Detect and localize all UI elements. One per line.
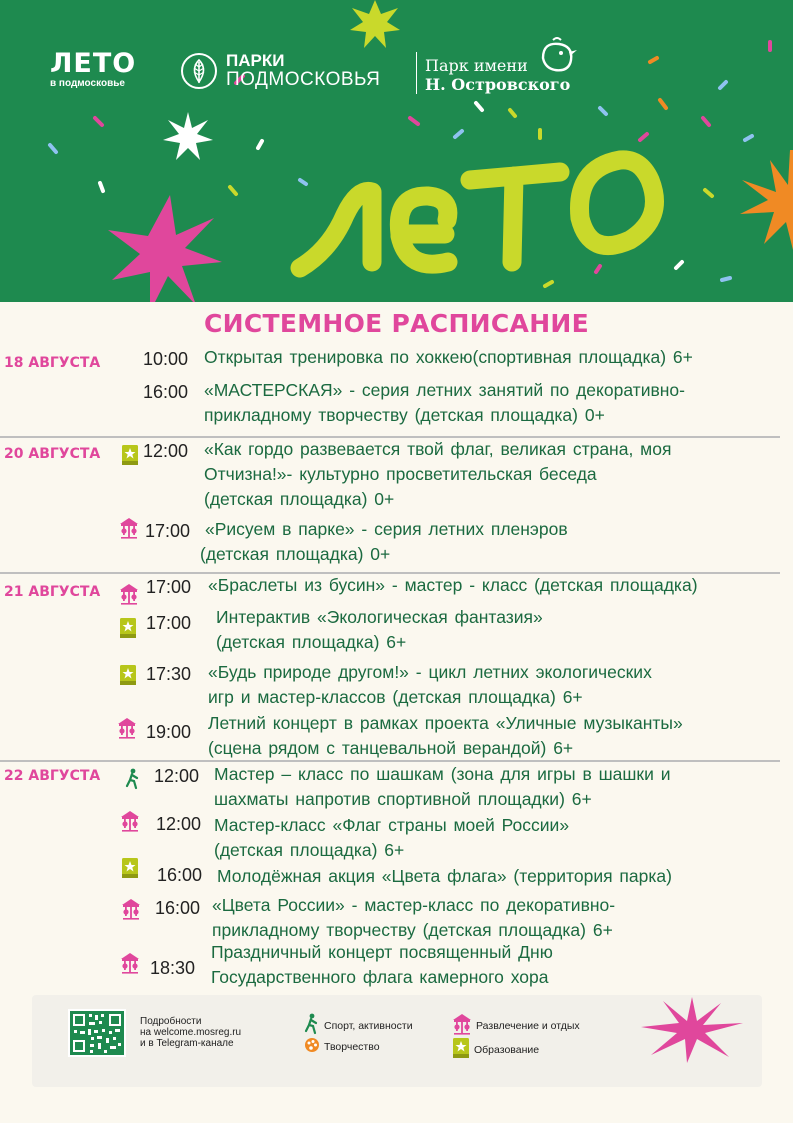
event-description [214,762,670,812]
event-line: прикладному творчеству (детская площадка) 0+ [204,405,605,425]
legend-label: Творчество [324,1040,380,1053]
event-line: Государственного флага камерного хора [211,967,549,987]
event-description [212,893,615,943]
event-description [208,660,652,710]
event-line: (детская площадка) 0+ [200,544,391,564]
header-banner [0,0,793,302]
legend-label: Спорт, активности [324,1019,413,1032]
event-description [204,345,693,370]
parks-logo-line2: ПОДМОСКОВЬЯ [226,69,381,90]
carousel-icon [121,898,141,925]
event-line: (детская площадка) 6+ [216,632,407,652]
qr-code [68,1009,126,1057]
legend-creativity [304,1037,380,1056]
event-description [204,437,671,512]
leto-logo [50,50,136,89]
legend-education [452,1037,539,1062]
parks-logo-line1: ПАРКИ [226,51,285,70]
education-icon [119,617,137,644]
leto-logo-title: ЛЕТО [50,48,137,79]
event-time: 12:00 [143,441,189,461]
education-icon [121,857,139,884]
carousel-icon [117,717,137,744]
leaf-icon [180,52,218,90]
event-line: (детская площадка) 0+ [204,489,395,509]
bird-icon [535,36,579,76]
event-line: шахматы напротив спортивной площадки) 6+ [214,789,592,809]
event-time: 17:00 [146,577,192,597]
event-line: Мастер – класс по шашкам (зона для игры в шашки и [214,764,671,784]
event-line: (детская площадка) 6+ [214,840,405,860]
event-time: 16:00 [143,382,189,402]
legend-entertainment [452,1013,580,1038]
event-line: «Цвета России» - мастер-класс по декоративно- [212,895,616,915]
pink-star-decoration [637,995,747,1065]
event-description [208,573,698,598]
event-description [216,605,543,655]
footer-info-line: Подробности [140,1016,202,1027]
event-description [208,711,683,761]
footer-info-line: и в Telegram-канале [140,1038,234,1049]
event-line: Молодёжная акция «Цвета флага» (территория парка) [217,866,672,886]
event-time: 16:00 [157,865,203,885]
legend-label: Развлечение и отдых [476,1019,580,1032]
event-time: 18:30 [150,958,196,978]
confetti-decoration [0,0,793,302]
creativity-icon [304,1037,320,1056]
education-icon [119,664,137,691]
event-line: (сцена рядом с танцевальной верандой) 6+ [208,738,574,758]
logo-divider [416,52,417,94]
event-line: игр и мастер-классов (детская площадка) 6+ [208,687,583,707]
education-icon [452,1037,470,1062]
event-time: 17:00 [145,521,191,541]
event-description [217,864,672,889]
date-label: 18 АВГУСТА [4,355,101,371]
event-time: 16:00 [155,898,201,918]
leto-logo-subtitle: в подмосковье [50,78,125,89]
sport-icon [304,1013,320,1038]
event-line: «Как гордо развевается твой флаг, великая страна, моя [204,439,672,459]
carousel-icon [119,517,139,544]
event-line: «МАСТЕРСКАЯ» - серия летних занятий по декоративно- [204,380,685,400]
event-line: Открытая тренировка по хоккею(спортивная площадка) 6+ [204,347,693,367]
event-description [204,378,685,428]
carousel-icon [452,1013,472,1038]
carousel-icon [119,583,139,610]
carousel-icon [120,810,140,837]
event-time: 12:00 [156,814,202,834]
event-time: 17:00 [146,613,192,633]
event-line: Праздничный концерт посвященный Дню [211,942,553,962]
event-line: «Будь природе другом!» - цикл летних экологических [208,662,652,682]
legend-label: Образование [474,1043,540,1056]
date-label: 20 АВГУСТА [4,446,101,462]
event-time: 17:30 [146,664,192,684]
footer [32,995,762,1087]
footer-info [140,1016,241,1049]
event-line: Летний концерт в рамках проекта «Уличные музыканты» [208,713,683,733]
parks-logo [180,52,380,90]
event-description [200,517,568,567]
park-logo-line1: Парк имени [425,56,528,75]
carousel-icon [120,952,140,979]
footer-info-line: на welcome.mosreg.ru [140,1027,242,1038]
date-label: 22 АВГУСТА [4,768,101,784]
legend-sport [304,1013,413,1038]
date-label: 21 АВГУСТА [4,584,101,600]
event-time: 19:00 [146,722,192,742]
event-description [214,813,569,863]
sport-icon [125,768,141,795]
education-icon [121,444,139,471]
event-line: прикладному творчеству (детская площадка) 6+ [212,920,613,940]
park-logo-line2: Н. Островского [425,75,571,94]
event-time: 10:00 [143,349,189,369]
event-time: 12:00 [154,766,200,786]
event-line: Мастер-класс «Флаг страны моей России» [214,815,570,835]
event-line: «Рисуем в парке» - серия летних пленэров [205,519,568,539]
page-title: СИСТЕМНОЕ РАСПИСАНИЕ [203,309,590,338]
event-line: Отчизна!»- культурно просветительская беседа [204,464,597,484]
event-line: «Браслеты из бусин» - мастер - класс (детская площадка) [208,575,698,595]
event-line: Интерактив «Экологическая фантазия» [216,607,543,627]
